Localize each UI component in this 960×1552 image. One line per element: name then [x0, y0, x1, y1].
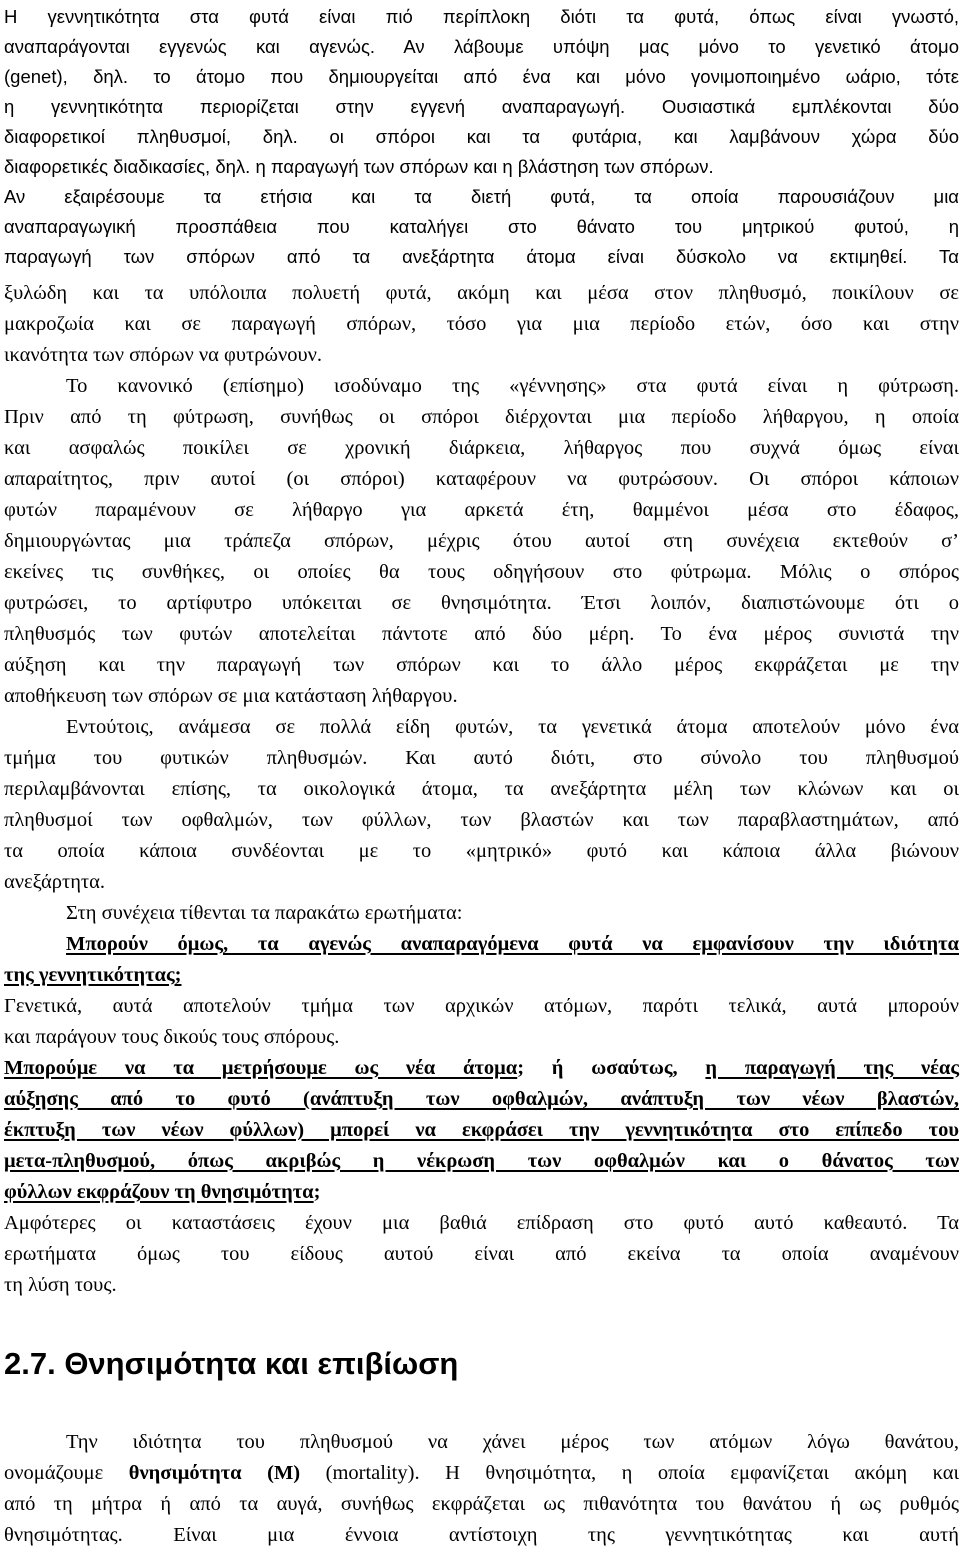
text-line: πληθυσμοί των οφθαλμών, των φύλλων, των βλαστών και των παραβλαστημάτων, από	[4, 809, 959, 831]
text-line: και ασφαλώς ποικίλει σε χρονική διάρκεια, λήθαργος που συχνά όμως είναι	[4, 437, 959, 459]
text-line: Η γεννητικότητα στα φυτά είναι πιό περίπλοκη διότι τα φυτά, όπως είναι γνωστό,	[4, 6, 959, 27]
question-line: μετα-πληθυσμού, όπως ακριβώς η νέκρωση των οφθαλμών και ο θάνατος των	[4, 1150, 959, 1172]
question-mark: ;	[313, 1181, 321, 1203]
text-line: ξυλώδη και τα υπόλοιπα πολυετή φυτά, ακόμη και μέσα στον πληθυσμό, ποικίλουν σε	[4, 282, 959, 304]
text-line: αναπαραγωγική προσπάθεια που καταλήγει στο θάνατο του μητρικού φυτού, η	[4, 216, 959, 237]
text-line: Αμφότερες οι καταστάσεις έχουν μια βαθιά επίδραση στο φυτό αυτό καθεαυτό. Τα	[4, 1212, 959, 1234]
question-text: Μπορούμε να τα μετρήσουμε ως νέα άτομα	[4, 1057, 518, 1079]
text-line: θνησιμότητας. Είναι μια έννοια αντίστοιχη της γεννητικότητας και αυτή	[4, 1524, 959, 1546]
question-line: αύξησης από το φυτό (ανάπτυξη των οφθαλμών, ανάπτυξη των νέων βλαστών,	[4, 1088, 959, 1110]
paragraph-first-line: Την ιδιότητα του πληθυσμού να χάνει μέρος των ατόμων λόγω θανάτου,	[66, 1431, 959, 1453]
text-line: και παράγουν τους δικούς τους σπόρους.	[4, 1026, 340, 1048]
text-line: τμήμα του φυτικών πληθυσμών. Και αυτό διότι, στο σύνολο του πληθυσμού	[4, 747, 959, 769]
text-line: ικανότητα των σπόρων να φυτρώνουν.	[4, 344, 323, 366]
text-line: φυτρώσει, το αρτίφυτρο υπόκειται σε θνησιμότητα. Έτσι λοιπόν, διαπιστώνουμε ότι ο	[4, 592, 959, 614]
text-line: τη λύση τους.	[4, 1274, 117, 1296]
text-line: εκείνες τις συνθήκες, οι οποίες θα τους οδηγήσουν στο φύτρωμα. Μόλις ο σπόρος	[4, 561, 959, 583]
text-line: τα οποία κάποια συνδέονται με το «μητρικό» φυτό και κάποια άλλα βιώνουν	[4, 840, 959, 862]
question-line	[4, 1177, 959, 1207]
text-line: από τη μήτρα ή από τα αυγά, συνήθως εκφράζεται ως πιθανότητα του θανάτου ή ως ρυθμός	[4, 1493, 959, 1515]
question-text: φύλλων εκφράζουν τη θνησιμότητα	[4, 1181, 314, 1203]
text-line: απαραίτητος, πριν αυτοί (οι σπόροι) καταφέρουν να φυτρώσουν. Οι σπόροι κάποιων	[4, 468, 959, 490]
text-line: αύξηση και την παραγωγή των σπόρων και το άλλο μέρος εκφράζεται με την	[4, 654, 959, 676]
text-span: ονομάζουμε	[4, 1462, 129, 1484]
question-line: Μπορούν όμως, τα αγενώς αναπαραγόμενα φυτά να εμφανίσουν την ιδιότητα	[66, 933, 959, 955]
question-mark: ; ή ωσαύτως,	[517, 1057, 706, 1079]
question-text: της γεννητικότητας;	[4, 964, 182, 986]
text-line: διαφορετικές διαδικασίες, δηλ. η παραγωγή των σπόρων και η βλάστηση των σπόρων.	[4, 156, 714, 177]
question-line: έκπτυξη των νέων φύλλων) μπορεί να εκφράσει την γεννητικότητα στο επίπεδο του	[4, 1119, 959, 1141]
paragraph-first-line: Στη συνέχεια τίθενται τα παρακάτω ερωτήματα:	[66, 902, 463, 924]
text-line: ανεξάρτητα.	[4, 871, 106, 893]
text-span: (mortality). Η θνησιμότητα, η οποία εμφανίζεται ακόμη και	[300, 1462, 959, 1484]
text-line: αναπαράγονται εγγενώς και αγενώς. Αν λάβουμε υπόψη μας μόνο το γενετικό άτομο	[4, 36, 959, 57]
text-line: δημιουργώντας μια τράπεζα σπόρων, μέχρις ότου αυτοί στη συνέχεια εκτεθούν σ’	[4, 530, 959, 552]
paragraph-first-line: Το κανονικό (επίσημο) ισοδύναμο της «γέννησης» στα φυτά είναι η φύτρωση.	[66, 375, 959, 397]
text-line: η γεννητικότητα περιορίζεται στην εγγενή αναπαραγωγή. Ουσιαστικά εμπλέκονται δύο	[4, 96, 959, 117]
text-line: μακροζωία και σε παραγωγή σπόρων, τόσο για μια περίοδο ετών, όσο και στην	[4, 313, 959, 335]
text-line: περιλαμβάνονται επίσης, τα οικολογικά άτομα, τα ανεξάρτητα μέλη των κλώνων και οι	[4, 778, 959, 800]
text-line: παραγωγή των σπόρων από τα ανεξάρτητα άτομα είναι δύσκολο να εκτιμηθεί. Τα	[4, 246, 959, 267]
text-line: ερωτήματα όμως του είδους αυτού είναι από εκείνα τα οποία αναμένουν	[4, 1243, 959, 1265]
text-line: Αν εξαιρέσουμε τα ετήσια και τα διετή φυτά, τα οποία παρουσιάζουν μια	[4, 186, 959, 207]
text-line: διαφορετικοί πληθυσμοί, δηλ. οι σπόροι και τα φυτάρια, και λαμβάνουν χώρα δύο	[4, 126, 959, 147]
term-mortality: θνησιμότητα (M)	[128, 1462, 301, 1484]
paragraph-first-line: Εντούτοις, ανάμεσα σε πολλά είδη φυτών, τα γενετικά άτομα αποτελούν μόνο ένα	[66, 716, 959, 738]
question-line	[4, 1053, 959, 1083]
text-line: Γενετικά, αυτά αποτελούν τμήμα των αρχικών ατόμων, παρότι τελικά, αυτά μπορούν	[4, 995, 959, 1017]
text-line: φυτών παραμένουν σε λήθαργο για αρκετά έτη, θαμμένοι μέσα στο έδαφος,	[4, 499, 959, 521]
text-line: πληθυσμός των φυτών αποτελείται πάντοτε από δύο μέρη. Το ένα μέρος συνιστά την	[4, 623, 959, 645]
section-heading: 2.7. Θνησιμότητα και επιβίωση	[4, 1346, 459, 1381]
question-line	[4, 960, 959, 990]
question-text: η παραγωγή της νέας	[705, 1057, 959, 1079]
text-line: (genet), δηλ. το άτομο που δημιουργείται από ένα και μόνο γονιμοποιημένο ωάριο, τότε	[4, 66, 959, 87]
text-line	[4, 1458, 959, 1488]
text-line: αποθήκευση των σπόρων σε μια κατάσταση λήθαργου.	[4, 685, 458, 707]
text-line: Πριν από τη φύτρωση, συνήθως οι σπόροι διέρχονται μια περίοδο λήθαργου, η οποία	[4, 406, 959, 428]
